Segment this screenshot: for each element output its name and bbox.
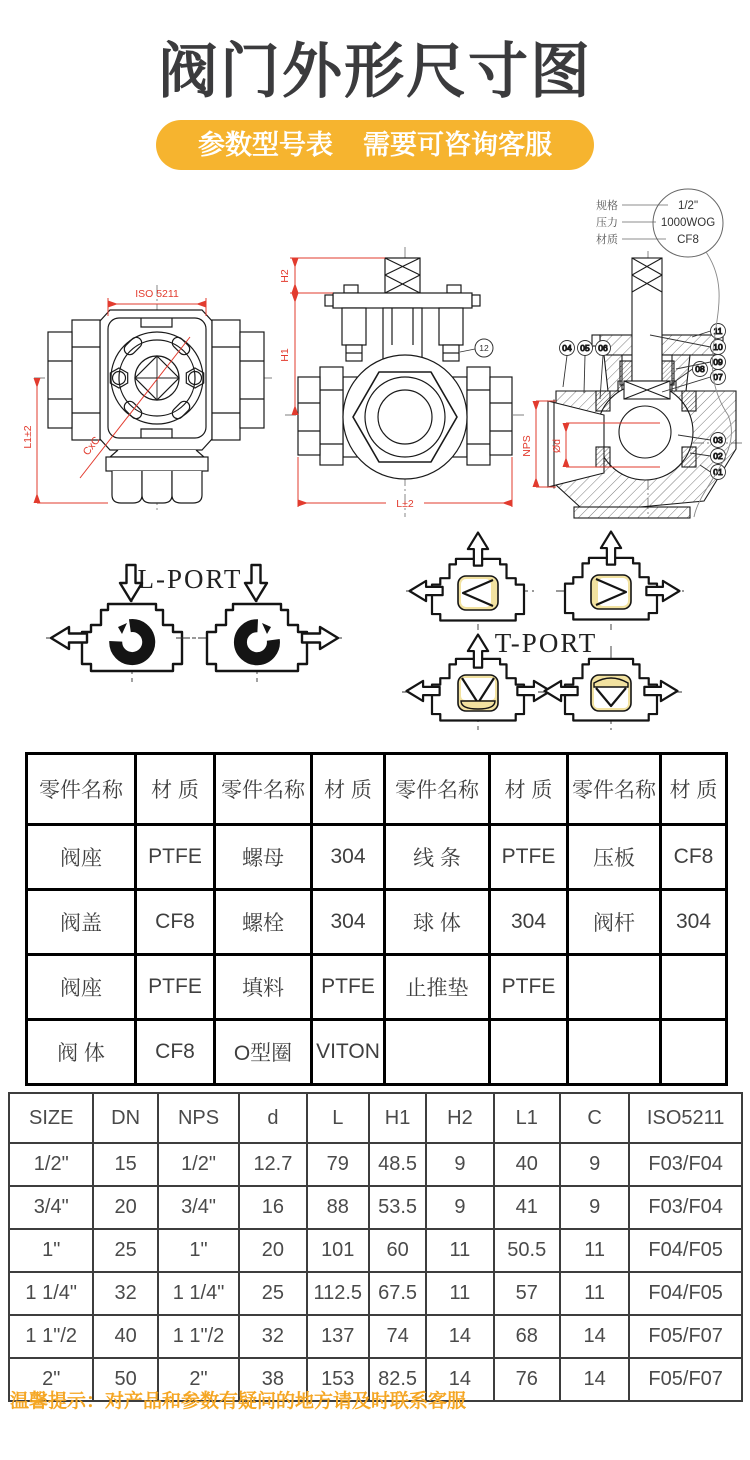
footer-tip: 温馨提示：对产品和参数有疑问的地方请及时联系客服 xyxy=(10,1391,467,1412)
table-header-cell: 零件名称 xyxy=(215,754,312,825)
table-cell: 57 xyxy=(494,1272,560,1315)
table-header-cell: 材 质 xyxy=(490,754,568,825)
table-cell: 16 xyxy=(239,1186,306,1229)
table-cell: 1 1"/2 xyxy=(158,1315,239,1358)
table-cell: F04/F05 xyxy=(629,1229,742,1272)
table-cell: 9 xyxy=(426,1143,493,1186)
table-cell: 74 xyxy=(369,1315,426,1358)
table-cell: 线 条 xyxy=(385,825,490,890)
table-header-cell: 材 质 xyxy=(312,754,385,825)
table-cell: 15 xyxy=(93,1143,157,1186)
table-cell: 25 xyxy=(239,1272,306,1315)
spec-value: 1/2" xyxy=(677,200,699,212)
table-cell: 填料 xyxy=(215,955,312,1020)
table-cell: 68 xyxy=(494,1315,560,1358)
table-cell: 11 xyxy=(560,1272,629,1315)
balloon-12: 12 xyxy=(479,343,489,353)
table-row xyxy=(27,890,727,955)
table-cell: 32 xyxy=(239,1315,306,1358)
balloon-09: 09 xyxy=(713,357,723,367)
table-cell: 25 xyxy=(93,1229,157,1272)
table-header-cell: ISO5211 xyxy=(629,1093,742,1143)
table-row xyxy=(27,1020,727,1085)
table-cell: 9 xyxy=(426,1186,493,1229)
pressure-label: 压力 xyxy=(596,216,618,229)
table-cell: 40 xyxy=(494,1143,560,1186)
table-header-cell: SIZE xyxy=(9,1093,93,1143)
table-cell: PTFE xyxy=(490,955,568,1020)
table-cell: 304 xyxy=(490,890,568,955)
size-table-header xyxy=(9,1093,742,1143)
table-cell: 20 xyxy=(93,1186,157,1229)
table-cell: 3/4" xyxy=(9,1186,93,1229)
table-cell: 1/2" xyxy=(9,1143,93,1186)
spec-label: 规格 xyxy=(596,199,618,212)
balloon-11: 11 xyxy=(713,326,723,336)
table-cell: F03/F04 xyxy=(629,1186,742,1229)
table-cell: 304 xyxy=(312,890,385,955)
table-row xyxy=(27,825,727,890)
banner-text-right: 需要可咨询客服 xyxy=(363,130,552,160)
h2-dim-label: H2 xyxy=(279,269,291,283)
table-header-cell: C xyxy=(560,1093,629,1143)
table-cell: PTFE xyxy=(312,955,385,1020)
table-cell: 12.7 xyxy=(239,1143,306,1186)
table-cell: 9 xyxy=(560,1143,629,1186)
table-cell: 41 xyxy=(494,1186,560,1229)
table-cell: 1 1"/2 xyxy=(9,1315,93,1358)
table-cell: 88 xyxy=(307,1186,369,1229)
table-cell: 50 xyxy=(93,1358,157,1401)
table-cell: 止推垫 xyxy=(385,955,490,1020)
table-cell: F05/F07 xyxy=(629,1358,742,1401)
balloon-05: 05 xyxy=(580,343,590,353)
table-cell: 40 xyxy=(93,1315,157,1358)
size-table-body xyxy=(9,1143,742,1401)
table-cell: 153 xyxy=(307,1358,369,1401)
cxc-dim-label: CxC xyxy=(80,434,103,458)
balloon-02: 02 xyxy=(713,451,723,461)
table-cell: 20 xyxy=(239,1229,306,1272)
table-cell: 1/2" xyxy=(158,1143,239,1186)
size-dimension-table xyxy=(8,1092,743,1402)
table-cell: 82.5 xyxy=(369,1358,426,1401)
parts-table-header xyxy=(27,754,727,825)
table-cell: 2" xyxy=(158,1358,239,1401)
table-cell: CF8 xyxy=(136,890,215,955)
table-cell: 11 xyxy=(560,1229,629,1272)
balloon-07: 07 xyxy=(713,372,723,382)
table-cell: 48.5 xyxy=(369,1143,426,1186)
table-row xyxy=(9,1186,742,1229)
table-row xyxy=(9,1143,742,1186)
table-cell xyxy=(490,1020,568,1085)
table-cell: 32 xyxy=(93,1272,157,1315)
table-header-cell: 零件名称 xyxy=(568,754,661,825)
table-cell: PTFE xyxy=(490,825,568,890)
table-cell: 1" xyxy=(9,1229,93,1272)
balloon-03: 03 xyxy=(713,435,723,445)
port-flow-diagrams xyxy=(0,530,750,748)
table-cell: 304 xyxy=(312,825,385,890)
table-row xyxy=(9,1272,742,1315)
table-cell: 14 xyxy=(560,1315,629,1358)
table-cell xyxy=(568,1020,661,1085)
table-header-cell: 材 质 xyxy=(661,754,727,825)
l-dim-label: L±2 xyxy=(396,498,414,510)
top-view-drawing xyxy=(22,285,272,511)
table-cell: 50.5 xyxy=(494,1229,560,1272)
table-cell xyxy=(568,955,661,1020)
l1-dim-label: L1±2 xyxy=(22,425,34,449)
l-port-label: L-PORT xyxy=(137,564,243,594)
section-view-drawing xyxy=(521,251,742,518)
table-cell: 螺母 xyxy=(215,825,312,890)
table-cell: 60 xyxy=(369,1229,426,1272)
table-cell: 阀座 xyxy=(27,825,136,890)
table-cell: 1 1/4" xyxy=(158,1272,239,1315)
table-cell: 76 xyxy=(494,1358,560,1401)
table-cell: 压板 xyxy=(568,825,661,890)
table-cell: 67.5 xyxy=(369,1272,426,1315)
t-port-valve-top-left xyxy=(406,533,534,630)
table-cell: F04/F05 xyxy=(629,1272,742,1315)
table-cell: 137 xyxy=(307,1315,369,1358)
table-row xyxy=(27,955,727,1020)
table-cell: 79 xyxy=(307,1143,369,1186)
h1-dim-label: H1 xyxy=(279,348,291,362)
table-header-cell: 零件名称 xyxy=(385,754,490,825)
table-header-row xyxy=(9,1093,742,1143)
banner-text-left: 参数型号表 xyxy=(198,130,333,160)
table-header-cell: 零件名称 xyxy=(27,754,136,825)
table-cell: 304 xyxy=(661,890,727,955)
t-port-label: T-PORT xyxy=(494,628,598,658)
table-cell: F03/F04 xyxy=(629,1143,742,1186)
table-header-cell: d xyxy=(239,1093,306,1143)
table-cell: 53.5 xyxy=(369,1186,426,1229)
table-cell: CF8 xyxy=(136,1020,215,1085)
table-cell: 11 xyxy=(426,1229,493,1272)
table-cell: 阀盖 xyxy=(27,890,136,955)
table-header-cell: NPS xyxy=(158,1093,239,1143)
table-cell: 螺栓 xyxy=(215,890,312,955)
table-cell: 101 xyxy=(307,1229,369,1272)
balloon-08: 08 xyxy=(695,364,705,374)
front-view-drawing xyxy=(279,247,524,517)
table-cell: 3/4" xyxy=(158,1186,239,1229)
table-header-cell: L xyxy=(307,1093,369,1143)
material-value: CF8 xyxy=(677,234,699,246)
material-label: 材质 xyxy=(596,233,618,246)
valve-dimension-drawings xyxy=(0,185,750,530)
table-cell xyxy=(385,1020,490,1085)
table-header-cell: H2 xyxy=(426,1093,493,1143)
table-cell: 1" xyxy=(158,1229,239,1272)
table-header-cell: 材 质 xyxy=(136,754,215,825)
nps-dim-label: NPS xyxy=(521,435,533,457)
table-cell: PTFE xyxy=(136,825,215,890)
table-cell xyxy=(661,955,727,1020)
table-cell: 2" xyxy=(9,1358,93,1401)
table-cell: 11 xyxy=(426,1272,493,1315)
table-cell: 9 xyxy=(560,1186,629,1229)
table-cell: 阀 体 xyxy=(27,1020,136,1085)
bore-dim-label: Ød xyxy=(551,438,563,454)
page-title: 阀门外形尺寸图 xyxy=(158,38,592,105)
balloon-10: 10 xyxy=(713,342,723,352)
param-banner xyxy=(156,120,594,170)
table-header-row xyxy=(27,754,727,825)
table-cell: 14 xyxy=(426,1358,493,1401)
t-port-valve-bottom-right xyxy=(538,646,686,730)
table-header-cell: DN xyxy=(93,1093,157,1143)
table-cell: 阀杆 xyxy=(568,890,661,955)
table-cell xyxy=(661,1020,727,1085)
table-cell: 1 1/4" xyxy=(9,1272,93,1315)
table-cell: 112.5 xyxy=(307,1272,369,1315)
parts-materials-table xyxy=(25,752,728,1086)
pressure-value: 1000WOG xyxy=(660,217,716,229)
balloon-04: 04 xyxy=(562,343,572,353)
parts-table-body xyxy=(27,825,727,1085)
table-cell: 14 xyxy=(560,1358,629,1401)
table-cell: F05/F07 xyxy=(629,1315,742,1358)
table-cell: 阀座 xyxy=(27,955,136,1020)
table-cell: 14 xyxy=(426,1315,493,1358)
balloon-06: 06 xyxy=(598,343,608,353)
table-cell: VITON xyxy=(312,1020,385,1085)
table-cell: O型圈 xyxy=(215,1020,312,1085)
table-header-cell: H1 xyxy=(369,1093,426,1143)
table-cell: PTFE xyxy=(136,955,215,1020)
table-cell: 38 xyxy=(239,1358,306,1401)
balloon-01: 01 xyxy=(713,467,723,477)
table-header-cell: L1 xyxy=(494,1093,560,1143)
table-cell: CF8 xyxy=(661,825,727,890)
t-port-valve-top-right xyxy=(556,532,686,630)
table-row xyxy=(9,1229,742,1272)
iso5211-dim-label: ISO 5211 xyxy=(135,288,179,300)
table-cell: 球 体 xyxy=(385,890,490,955)
table-row xyxy=(9,1315,742,1358)
